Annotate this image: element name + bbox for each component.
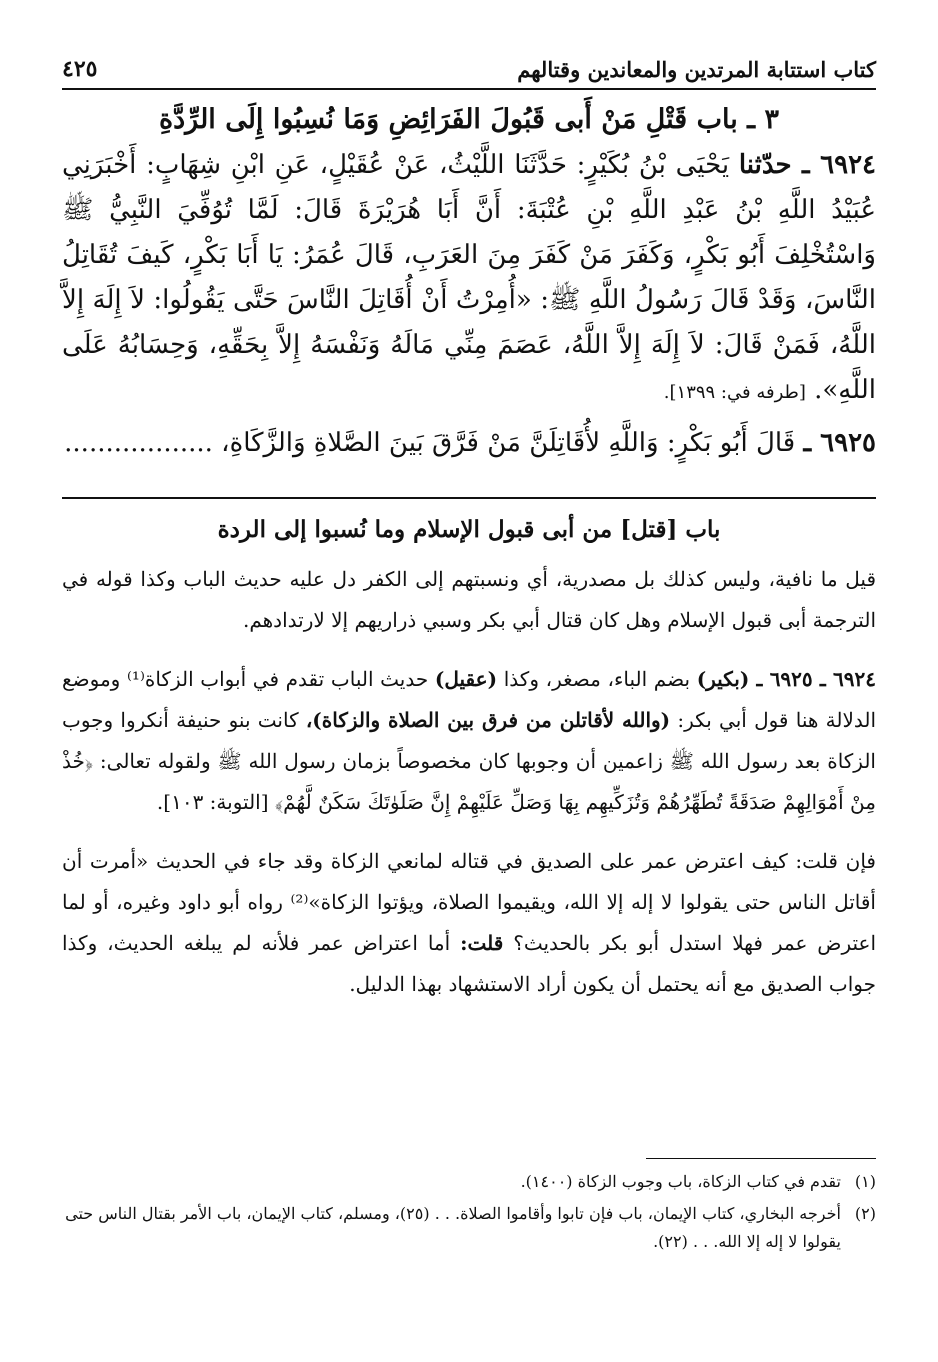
- book-title: كتاب استتابة المرتدين والمعاندين وقتالهم: [517, 57, 876, 82]
- commentary-text: كانت بنو حنيفة أنكروا وجوب الزكاة بعد رسول الله ﷺ زاعمين أن وجوبها كان مخصوصاً بزمان رسول الله ﷺ ولقوله تعالى: ﴿خُذْ مِنْ أَمْوَالِهِمْ صَدَقَةً تُطَهِّرُهُمْ وَتُزَكِّيهِم بِهَا وَصَلِّ عَلَيْهِمْ إِنَّ صَلَوٰتَكَ سَكَنٌ لَّهُمْ﴾ [التوبة: ١٠٣].: [62, 708, 876, 814]
- footnote-number: (٢): [854, 1204, 876, 1223]
- commentary-text: أما اعتراض عمر فلأنه لم يبلغه الحديث، وكذا جواب الصديق مع أنه يحتمل أن يكون أراد الاستشهاد بهذا الدليل.: [62, 931, 876, 996]
- footnote-separator: [646, 1158, 876, 1159]
- commentary-text: حديث الباب تقدم في أبواب الزكاة⁽¹⁾ وموضع الدلالة هنا قول أبي بكر:: [62, 667, 877, 732]
- commentary-paragraph-3: [62, 841, 876, 1005]
- footnotes: [62, 1168, 876, 1260]
- hadith-text-block: [62, 104, 876, 466]
- footnote-text: أخرجه البخاري، كتاب الإيمان، باب فإن تابوا وأقاموا الصلاة. . . (٢٥)، ومسلم، كتاب الإيمان، باب الأمر بقتال الناس حتى يقولوا لا إله إلا الله. . . (٢٢).: [65, 1204, 841, 1251]
- running-header: [62, 44, 876, 90]
- footnote-item: [62, 1168, 876, 1196]
- commentary-text: فإن قلت: كيف اعترض عمر على الصديق في قتاله لمانعي الزكاة وقد جاء في الحديث «أمرت أن أقاتل الناس حتى يقولوا لا إله إلا الله، ويقيموا الصلاة، ويؤتوا الزكاة»⁽²⁾ رواه أبو داود وغيره، أو لما اعترض عمر فهلا استدل أبو بكر بالحديث؟: [62, 849, 877, 955]
- hadith-6925-number: ٦٩٢٥ ـ: [803, 428, 876, 458]
- hadith-6925-text: قَالَ أَبُو بَكْرٍ: وَاللَّهِ لأُقَاتِلَنَّ مَنْ فَرَّقَ بَينَ الصَّلاةِ وَالزَّكَاةِ، ..................: [64, 428, 796, 458]
- footnote-number: (١): [854, 1172, 876, 1191]
- footnote-text: تقدم في كتاب الزكاة، باب وجوب الزكاة (١٤٠٠).: [520, 1172, 841, 1191]
- chapter-title: ٣ ـ باب قَتْلِ مَنْ أَبى قَبُولَ الفَرَائِضِ وَمَا نُسِبُوا إِلَى الرِّدَّةِ: [159, 104, 779, 135]
- hadith-6924: [62, 143, 876, 415]
- hadith-6924-number: ٦٩٢٤ ـ حدّثنا: [738, 150, 876, 180]
- commentary-title: باب [قتل] من أبى قبول الإسلام وما نُسبوا إلى الردة: [217, 516, 721, 543]
- hadith-6924-cross-reference: [طرفه في: ١٣٩٩].: [663, 382, 806, 403]
- commentary-paragraph-2: [62, 659, 876, 823]
- page-number: ٤٢٥: [62, 56, 98, 82]
- section-divider: [62, 497, 876, 499]
- hadith-6924-text: يَحْيَى بْنُ بُكَيْرٍ: حَدَّثَنَا اللَّيْثُ، عَنْ عُقَيْلٍ، عَنِ ابْنِ شِهَابٍ: أَخْبَرَنِي عُبَيْدُ اللَّهِ بْنُ عَبْدِ اللَّهِ بْنِ عُتْبَةَ: أَنَّ أَبَا هُرَيْرَةَ قَالَ: لَمَّا تُوُفِّيَ النَّبِيُّ ﷺ وَاسْتُخْلِفَ أَبُو بَكْرٍ، وَكَفَرَ مَنْ كَفَرَ مِنَ العَرَبِ، قَالَ عُمَرُ: يَا أَبَا بَكْرٍ، كَيفَ تُقَاتِلُ النَّاسَ، وَقَدْ قَالَ رَسُولُ اللَّهِ ﷺ: «أُمِرْتُ أَنْ أُقَاتِلَ النَّاسَ حَتَّى يَقُولُوا: لاَ إِلَهَ إِلاَّ اللَّهُ، فَمَنْ قَالَ: لاَ إِلَهَ إِلاَّ اللَّهُ، عَصَمَ مِنِّي مَالَهُ وَنَفْسَهُ إِلاَّ بِحَقِّهِ، وَحِسَابُهُ عَلَى اللَّهِ».: [62, 150, 877, 405]
- commentary-text: بضم الباء، مصغر، وكذا: [503, 667, 691, 691]
- footnote-item: [62, 1200, 876, 1256]
- commentary-keyword: قلت:: [460, 931, 504, 955]
- hadith-6925: [62, 421, 876, 466]
- commentary-keyword: (عقيل): [434, 667, 498, 691]
- commentary-hadith-numbers: ٦٩٢٤ ـ ٦٩٢٥ ـ (بكير): [696, 667, 877, 691]
- commentary-quote: (والله لأقاتلن من فرق بين الصلاة والزكاة)،: [305, 708, 671, 732]
- commentary-paragraph-1: قيل ما نافية، وليس كذلك بل مصدرية، أي ونسبتهم إلى الكفر دل عليه حديث الباب وكذا قوله في الترجمة أبى قبول الإسلام وهل كان قتال أبي بكر وسبي ذراريهم إلا لارتدادهم.: [62, 567, 876, 632]
- commentary-block: [62, 516, 876, 1005]
